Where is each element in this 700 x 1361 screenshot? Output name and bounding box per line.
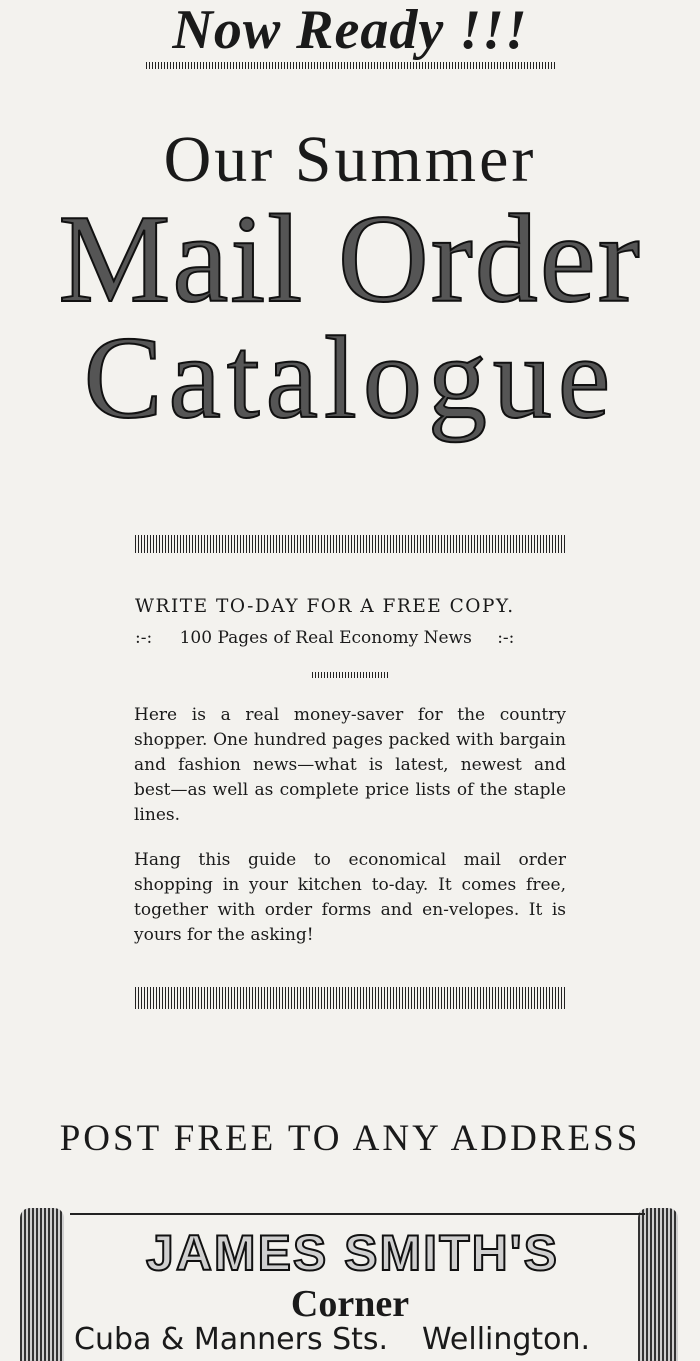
write-today-line: WRITE TO-DAY FOR A FREE COPY. xyxy=(135,596,515,617)
store-name: JAMES SMITH'S xyxy=(146,1225,559,1281)
pages-text: 100 Pages of Real Economy News xyxy=(179,628,472,648)
pages-suffix: :-: xyxy=(497,628,515,648)
headline-underline xyxy=(146,62,556,69)
post-free-banner: POST FREE TO ANY ADDRESS xyxy=(59,1118,641,1159)
pages-line xyxy=(135,628,575,648)
body-paragraph-1: Here is a real money-saver for the country shopper. One hundred pages packed with bargain and fashion news—what is latest, newest and best—as well as complete price lists of the staple lines. xyxy=(134,705,566,825)
store-banner-rule xyxy=(70,1213,645,1215)
headline: Now Ready !!! xyxy=(172,0,528,61)
store-address-city: Wellington. xyxy=(422,1322,591,1357)
title-line-our-summer: Our Summer xyxy=(163,123,537,196)
divider-top xyxy=(135,535,565,553)
divider-small xyxy=(312,672,390,678)
title-line-mail-order: Mail Order xyxy=(58,190,642,329)
title-line-catalogue: Catalogue xyxy=(83,312,617,443)
store-corner: Corner xyxy=(290,1283,410,1325)
pages-prefix: :-: xyxy=(135,628,153,648)
divider-bottom xyxy=(135,987,565,1009)
body-paragraph-2: Hang this guide to economical mail order shopping in your kitchen to-day. It comes free, together with order forms and en-velopes. It is yours for the asking! xyxy=(134,850,566,945)
store-address-street: Cuba & Manners Sts. xyxy=(74,1322,389,1357)
